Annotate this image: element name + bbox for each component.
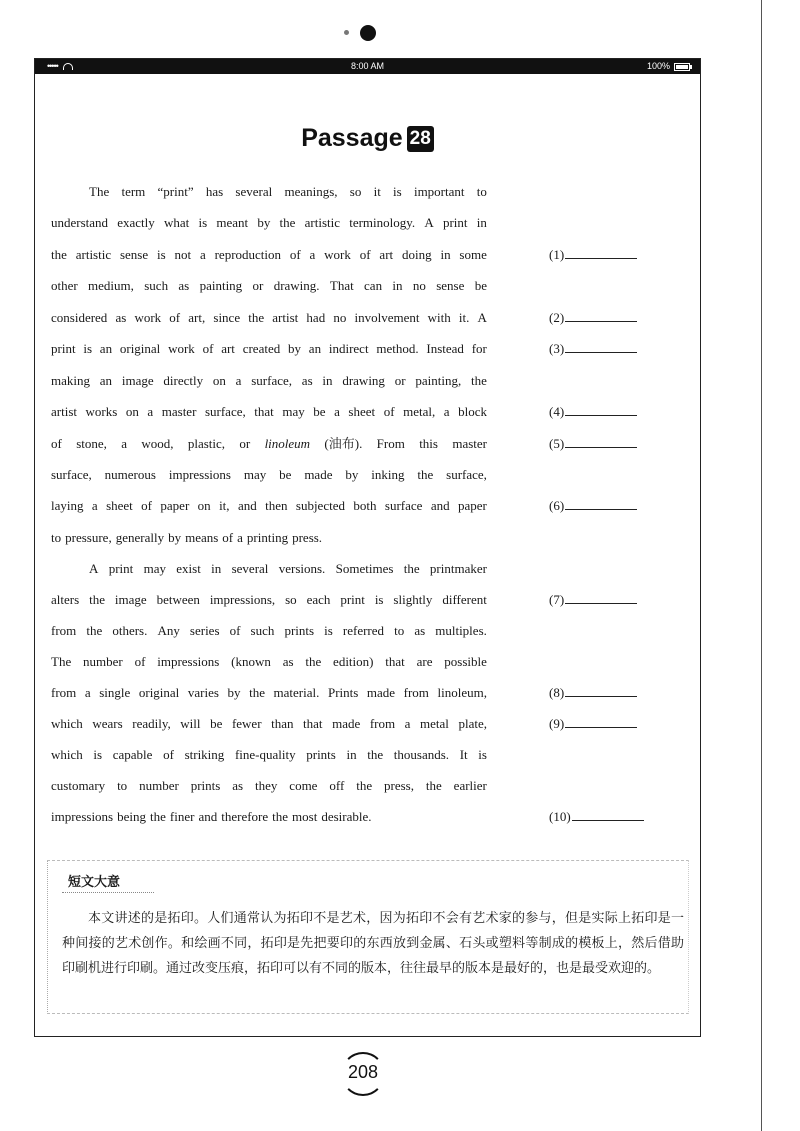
text-line: other medium, such as painting or drawing. That can in no sense be — [51, 278, 487, 293]
text-line: which wears readily, will be fewer than that made from a metal plate, — [51, 716, 487, 731]
text-line: alters the image between impressions, so each print is slightly different — [51, 592, 487, 607]
status-time: 8:00 AM — [350, 61, 385, 71]
summary-box — [47, 860, 689, 1014]
battery-icon — [674, 63, 690, 71]
text-line: surface, numerous impressions may be made by inking the surface, — [51, 467, 487, 482]
answer-blank[interactable]: (1) — [549, 239, 637, 270]
camera — [340, 24, 380, 42]
signal-icon: ••••• — [47, 61, 58, 71]
answer-blank[interactable]: (7) — [549, 584, 637, 615]
battery-percent: 100% — [646, 61, 670, 71]
text-line: impressions being the finer and therefore the most desirable. — [51, 809, 372, 824]
text-line: laying a sheet of paper on it, and then subjected both surface and paper — [51, 498, 487, 513]
answer-blank[interactable]: (9) — [549, 708, 637, 739]
sensor-icon — [344, 30, 349, 35]
text-line: understand exactly what is meant by the artistic terminology. A print in — [51, 215, 487, 230]
text-line: considered as work of art, since the artist had no involvement with it. A — [51, 310, 487, 325]
text-line: from the others. Any series of such prints is referred to as multiples. — [51, 623, 487, 638]
answer-blank[interactable]: (2) — [549, 302, 637, 333]
text-line: artist works on a master surface, that may be a sheet of metal, a block — [51, 404, 487, 419]
summary-text: 本文讲述的是拓印。人们通常认为拓印不是艺术，因为拓印不会有艺术家的参与，但是实际上拓印是一种间接的艺术创作。和绘画不同，拓印是先把要印的东西放到金属、石头或塑料等制成的模板上，然后借助印刷机进行印刷。通过改变压痕，拓印可以有不同的版本，往往最早的版本是最好的，也是最受欢迎的。 — [62, 911, 684, 976]
page-number-text: 208 — [347, 1062, 379, 1082]
text-line: from a single original varies by the material. Prints made from linoleum, — [51, 685, 487, 700]
passage-number-badge: 28 — [407, 126, 434, 152]
answer-blank[interactable]: (5) — [549, 428, 637, 459]
answer-blank[interactable]: (4) — [549, 396, 637, 427]
summary-label: 短文大意 — [68, 875, 121, 890]
text-line: A print may exist in several versions. Sometimes the printmaker — [89, 561, 487, 576]
text-line: the artistic sense is not a reproduction of a work of art doing in some — [51, 247, 487, 262]
text-line: which is capable of striking fine-quality prints in the thousands. It is — [51, 747, 487, 762]
answer-blank[interactable]: (6) — [549, 490, 637, 521]
passage-title-text: Passage — [301, 124, 403, 152]
answer-blank[interactable]: (3) — [549, 333, 637, 364]
page-edge-line — [761, 0, 762, 1131]
text-line: customary to number prints as they come off the press, the earlier — [51, 778, 487, 793]
text-line: making an image directly on a surface, as in drawing or painting, the — [51, 373, 487, 388]
status-bar — [35, 59, 700, 74]
summary-label-underline — [62, 892, 154, 893]
tablet-screen — [34, 58, 701, 1037]
answer-blank[interactable]: (10) — [549, 801, 644, 832]
page-number — [339, 1052, 387, 1096]
answer-blank[interactable]: (8) — [549, 677, 637, 708]
text-line: The term “print” has several meanings, so it is important to — [89, 184, 487, 199]
camera-lens-icon — [360, 25, 376, 41]
text-line: of stone, a wood, plastic, or linoleum (油布). From this master — [51, 436, 487, 451]
text-line: print is an original work of art created by an indirect method. Instead for — [51, 341, 487, 356]
text-line: The number of impressions (known as the edition) that are possible — [51, 654, 487, 669]
text-line: to pressure, generally by means of a printing press. — [51, 530, 323, 545]
passage-title — [35, 124, 700, 153]
